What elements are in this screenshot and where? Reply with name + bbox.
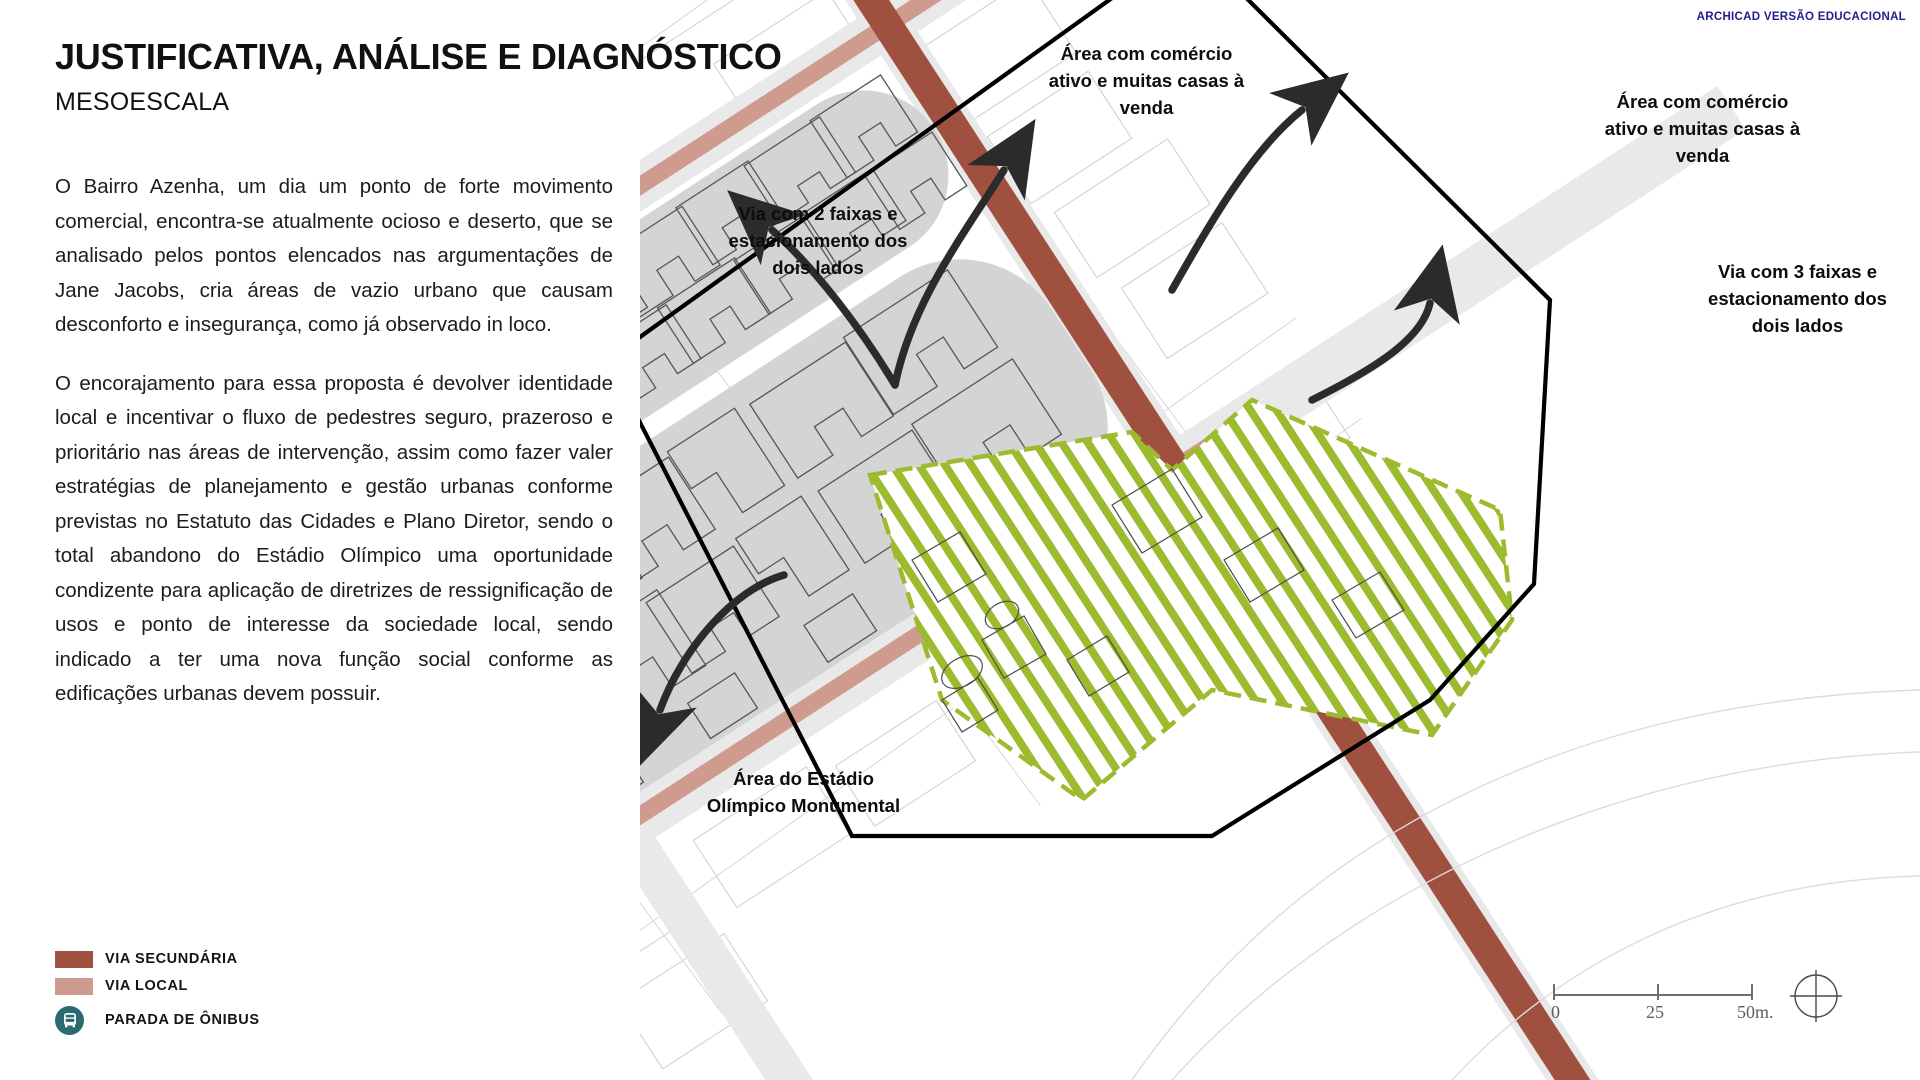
scale-tick-25: [1657, 984, 1659, 1000]
legend-bus-chip: [55, 1006, 93, 1035]
scale-tick-50: [1751, 984, 1753, 1000]
legend-item-via-secundaria: [55, 947, 475, 971]
scale-label-25: 25: [1646, 1002, 1664, 1022]
legend-label-via-local: VIA LOCAL: [105, 978, 188, 994]
text-column: [0, 0, 782, 1080]
legend-label-via-secundaria: VIA SECUNDÁRIA: [105, 951, 238, 967]
north-point-icon: [1788, 968, 1844, 1029]
scale-bar-line: [1553, 994, 1753, 996]
legend-item-parada-onibus: [55, 1005, 475, 1035]
annotation-top-left-commerce: Área com comércio ativo e muitas casas à venda: [1048, 43, 1245, 118]
road-swatch-icon-secondary: [55, 951, 93, 968]
annotation-stadium-area: Área do Estádio Olímpico Monumental: [706, 768, 901, 816]
body-text: [55, 170, 613, 712]
legend-item-via-local: [55, 974, 475, 998]
scale-bar: [1551, 980, 1774, 1040]
page-title: JUSTIFICATIVA, ANÁLISE E DIAGNÓSTICO: [55, 36, 782, 77]
road-swatch-icon-local: [55, 978, 93, 995]
archicad-watermark: ARCHICAD VERSÃO EDUCACIONAL: [1696, 11, 1906, 23]
paragraph-2: O encorajamento para essa proposta é devolver identidade local e incentivar o fluxo de pedestres seguro, prazeroso e prioritário nas áreas de intervenção, assim como fazer valer estratégias de planejamento e gestão urbanas conforme previstas no Estatuto das Cidades e Plano Diretor, sendo o total abandono do Estádio Olímpico uma oportunidade condizente para aplicação de diretrizes de ressignificação de usos e ponto de interesse da sociedade local, sendo indicado a ter uma nova função social conforme as edificações urbanas devem possuir.: [55, 371, 613, 705]
annotation-top-right-commerce: Área com comércio ativo e muitas casas à venda: [1604, 91, 1801, 166]
annotation-right-road: Via com 3 faixas e estacionamento dos dois lados: [1708, 261, 1887, 336]
bus-stop-icon: [55, 1006, 84, 1035]
arrow-to-top-right-commerce: [1172, 110, 1302, 290]
paragraph-1: O Bairro Azenha, um dia um ponto de forte movimento comercial, encontra-se atualmente ocioso e deserto, que se analisado pelos pontos elencados nas argumentações de Jane Jacobs, cria áreas de vazio urbano que causam desconforto e insegurança, como já observado in loco.: [55, 175, 613, 336]
map-legend: [55, 947, 475, 1038]
stadium-hatched-area: [870, 400, 1512, 800]
scale-label-50: 50m.: [1737, 1002, 1774, 1022]
legend-label-parada-onibus: PARADA DE ÔNIBUS: [105, 1012, 260, 1028]
annotation-left-road: Via com 2 faixas e estacionamento dos dois lados: [728, 203, 908, 278]
page-subtitle: MESOESCALA: [55, 88, 230, 116]
scale-tick-0: [1553, 984, 1555, 1000]
scale-label-0: 0: [1551, 1002, 1560, 1022]
